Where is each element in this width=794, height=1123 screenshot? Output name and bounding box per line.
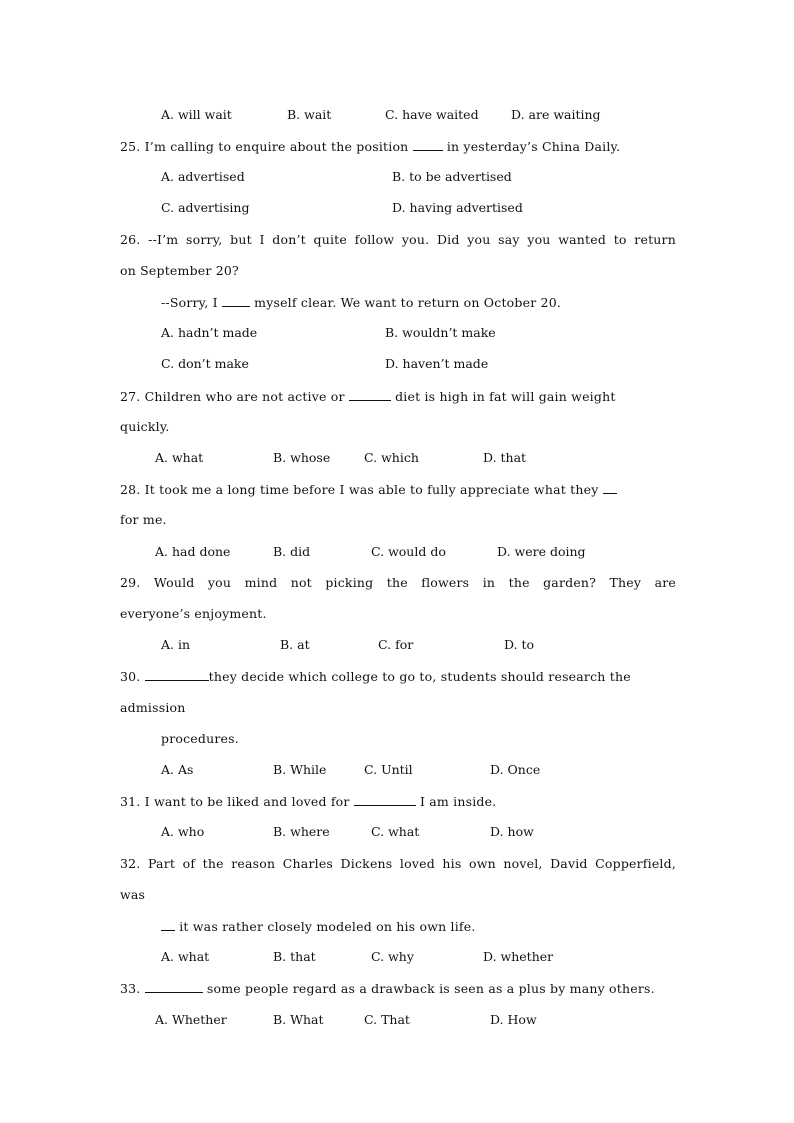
q26-reply-before: --Sorry, I bbox=[161, 295, 218, 310]
q27-stem-before: 27. Children who are not active or bbox=[120, 389, 345, 404]
q28-option-c: C. would do bbox=[371, 544, 446, 559]
q32-stem-line2: was bbox=[120, 887, 146, 902]
q30-stem-line3: procedures. bbox=[161, 731, 239, 746]
q32-stem-line3 bbox=[161, 918, 476, 935]
q26-stem-line1: 26. --I’m sorry, but I don’t quite follow you. Did you say you wanted to return bbox=[120, 232, 676, 247]
q32-option-a: A. what bbox=[161, 949, 210, 964]
q33-stem-after: some people regard as a drawback is seen as a plus by many others. bbox=[206, 981, 655, 996]
q25-stem-before: 25. I’m calling to enquire about the position bbox=[120, 139, 409, 154]
q30-stem-line2: admission bbox=[120, 700, 186, 715]
q28-option-d: D. were doing bbox=[497, 544, 586, 559]
q27-blank bbox=[349, 388, 391, 401]
q26-reply-after: myself clear. We want to return on October 20. bbox=[254, 295, 562, 310]
q28-stem-text: 28. It took me a long time before I was able to fully appreciate what they bbox=[120, 482, 599, 497]
q29-stem-line2: everyone’s enjoyment. bbox=[120, 606, 267, 621]
q24-option-c: C. have waited bbox=[385, 107, 479, 122]
q33-stem bbox=[120, 980, 655, 997]
q29-option-d: D. to bbox=[504, 637, 535, 652]
q32-option-d: D. whether bbox=[483, 949, 554, 964]
q30-stem-after: they decide which college to go to, students should research the bbox=[208, 669, 631, 684]
q28-stem-line1 bbox=[120, 481, 617, 498]
q25-option-a: A. advertised bbox=[161, 169, 245, 184]
q30-option-b: B. While bbox=[273, 762, 327, 777]
q30-option-c: C. Until bbox=[364, 762, 413, 777]
q28-option-a: A. had done bbox=[155, 544, 231, 559]
q33-option-c: C. That bbox=[364, 1012, 410, 1027]
q33-option-a: A. Whether bbox=[155, 1012, 227, 1027]
q31-blank bbox=[354, 793, 416, 806]
q32-stem-after: it was rather closely modeled on his own life. bbox=[179, 919, 476, 934]
q31-stem-before: 31. I want to be liked and loved for bbox=[120, 794, 350, 809]
q27-stem-after: diet is high in fat will gain weight bbox=[395, 389, 616, 404]
q32-blank bbox=[161, 918, 175, 931]
q24-option-a: A. will wait bbox=[161, 107, 232, 122]
q27-stem-line2: quickly. bbox=[120, 419, 170, 434]
q25-option-d: D. having advertised bbox=[392, 200, 523, 215]
q26-option-c: C. don’t make bbox=[161, 356, 249, 371]
q27-option-d: D. that bbox=[483, 450, 527, 465]
q28-stem-line2: for me. bbox=[120, 512, 167, 527]
q28-blank bbox=[603, 481, 617, 494]
q29-option-c: C. for bbox=[378, 637, 414, 652]
q27-option-b: B. whose bbox=[273, 450, 331, 465]
q33-blank bbox=[145, 980, 203, 993]
q26-option-b: B. wouldn’t make bbox=[385, 325, 496, 340]
q26-stem-line2: on September 20? bbox=[120, 263, 239, 278]
q28-option-b: B. did bbox=[273, 544, 311, 559]
q26-blank bbox=[222, 294, 250, 307]
q26-option-a: A. hadn’t made bbox=[161, 325, 258, 340]
q31-option-a: A. who bbox=[161, 824, 205, 839]
q33-option-d: D. How bbox=[490, 1012, 537, 1027]
q25-blank bbox=[413, 138, 443, 151]
q32-option-b: B. that bbox=[273, 949, 316, 964]
q27-stem-line1 bbox=[120, 388, 616, 405]
q31-stem bbox=[120, 793, 496, 810]
q32-stem-line1: 32. Part of the reason Charles Dickens loved his own novel, David Copperfield, bbox=[120, 856, 676, 871]
q31-stem-after: I am inside. bbox=[419, 794, 497, 809]
q25-option-b: B. to be advertised bbox=[392, 169, 512, 184]
q26-option-d: D. haven’t made bbox=[385, 356, 489, 371]
q25-option-c: C. advertising bbox=[161, 200, 250, 215]
q30-option-a: A. As bbox=[161, 762, 194, 777]
q33-option-b: B. What bbox=[273, 1012, 324, 1027]
q30-option-d: D. Once bbox=[490, 762, 541, 777]
q24-option-b: B. wait bbox=[287, 107, 332, 122]
q31-option-b: B. where bbox=[273, 824, 330, 839]
q26-reply bbox=[161, 294, 561, 311]
q31-option-c: C. what bbox=[371, 824, 420, 839]
q25-stem-after: in yesterday’s China Daily. bbox=[446, 139, 621, 154]
q31-option-d: D. how bbox=[490, 824, 534, 839]
q30-stem-line1 bbox=[120, 668, 631, 685]
q29-stem-line1: 29. Would you mind not picking the flowers in the garden? They are bbox=[120, 575, 676, 590]
q27-option-a: A. what bbox=[155, 450, 204, 465]
q29-option-a: A. in bbox=[161, 637, 191, 652]
q30-blank bbox=[145, 668, 209, 681]
q25-stem bbox=[120, 138, 620, 155]
q27-option-c: C. which bbox=[364, 450, 419, 465]
q29-option-b: B. at bbox=[280, 637, 310, 652]
q33-stem-prefix: 33. bbox=[120, 981, 141, 996]
q30-stem-prefix: 30. bbox=[120, 669, 141, 684]
q24-option-d: D. are waiting bbox=[511, 107, 601, 122]
q32-option-c: C. why bbox=[371, 949, 414, 964]
